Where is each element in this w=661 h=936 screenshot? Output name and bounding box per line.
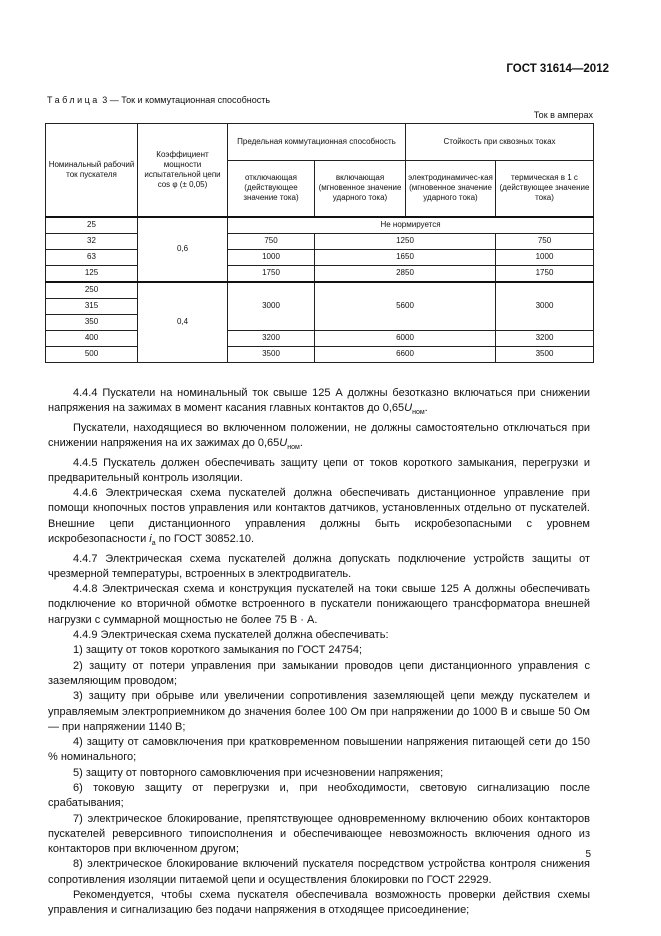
table-row (46, 217, 594, 234)
page-number: 5 (585, 849, 591, 860)
u-symbol: U (279, 437, 288, 450)
cell-current: 250 (46, 282, 138, 299)
caption-word: Таблица (47, 95, 100, 105)
cell-current: 400 (46, 330, 138, 346)
paragraph-text: Пускатели, находящиеся во включенном положении, не должны самостоятельно отключаться при снижении напряжения на их зажимах до 0,65 (48, 421, 590, 450)
header-make: включающая (мгновенное значение ударного тока) (315, 161, 406, 217)
cell-cos: 0,4 (138, 282, 228, 363)
cell-current: 315 (46, 298, 138, 314)
cell-make: 5600 (315, 282, 496, 331)
period: . (424, 402, 428, 415)
table-unit: Ток в амперах (533, 110, 593, 120)
cell-break: 1000 (228, 249, 315, 265)
paragraph-text: 4.4.6 Электрическая схема пускателей должна обеспечивать дистанционное управление при помощи кнопочных постов управления или контактов датчиков, установленных отдельно от пускателей. Внешние цепи дистанционного управления должны быть искробезопасными с уровнем искробезопасности (48, 487, 590, 546)
cell-therm: 1750 (496, 265, 594, 282)
cell-make: 6000 (315, 330, 496, 346)
table-row (46, 265, 594, 282)
header-cos: Коэффициент мощности испытательной цепи cos φ (± 0,05) (138, 124, 228, 217)
standard-header: ГОСТ 31614—2012 (506, 63, 609, 75)
paragraph: 4.4.9 Электрическая схема пускателей должна обеспечивать: (73, 629, 389, 642)
u-subscript: ном (287, 444, 300, 452)
header-therm: термическая в 1 с (действующее значение тока) (496, 161, 594, 217)
list-item: 4) защиту от самовключения при кратковременном повышении напряжения питающей сети до 150 % номинального; (48, 736, 590, 764)
list-item: 3) защиту при обрыве или увеличении сопротивления заземляющей цепи между пускателем и управляемым электроприемником до значения более 100 Ом при напряжении до 1000 В и свыше 50 Ом — при напряжении 1140 В; (48, 690, 590, 733)
table-row (46, 233, 594, 249)
list-item: 7) электрическое блокирование, препятствующее одновременному включению обоих контакторов пускателей реверсивного типоисполнения и обеспечивающее невозможность включения одного из контакторов при включенном другом; (48, 812, 590, 856)
paragraph (48, 386, 590, 421)
paragraph: Рекомендуется, чтобы схема пускателя обеспечивала возможность проверки действия схемы управления и сигнализацию без подачи напряжения в отходящее присоединение; (48, 889, 590, 917)
paragraph: 4.4.7 Электрическая схема пускателей должна допускать подключение устройств защиты от чрезмерной температуры, встроенных в электродвигатель. (48, 552, 590, 580)
cell-current: 25 (46, 217, 138, 234)
cell-make: 2850 (315, 265, 496, 282)
current-table (45, 123, 594, 363)
header-withstand: Стойкость при сквозных токах (406, 124, 594, 161)
cell-make: 1250 (315, 233, 496, 249)
cell-break: 750 (228, 233, 315, 249)
table-row (46, 346, 594, 362)
list-item: 6) токовую защиту от перегрузки и, при необходимости, световую сигнализацию после срабатывания; (48, 781, 590, 810)
table-row (46, 249, 594, 265)
paragraph (48, 486, 590, 551)
cell-make: 6600 (315, 346, 496, 362)
ia-symbol: i (149, 533, 152, 546)
cell-therm: 3500 (496, 346, 594, 362)
cell-therm: 1000 (496, 249, 594, 265)
u-symbol: U (404, 402, 413, 415)
list-item: 8) электрическое блокирование включений пускателя посредством устройства контроля снижения сопротивления изоляции питаемой цепи и осуществления блокировки по ГОСТ 22929. (48, 858, 590, 886)
list-item: 5) защиту от повторного самовключения при исчезновении напряжения; (73, 766, 444, 779)
header-current: Номинальный рабочий ток пускателя (46, 124, 138, 217)
cell-current: 32 (46, 233, 138, 249)
ia-subscript: a (151, 540, 156, 548)
cell-therm: 3200 (496, 330, 594, 346)
cell-break: 1750 (228, 265, 315, 282)
list-item: 2) защиту от потери управления при замыкании проводов цепи дистанционного управления с заземляющим проводом; (48, 659, 590, 687)
paragraph-text: по ГОСТ 30852.10. (155, 533, 255, 546)
cell-not-rated: Не нормируется (228, 217, 594, 234)
table-row (46, 282, 594, 299)
header-dyn: электродинамичес-кая (мгновенное значение ударного тока) (406, 161, 496, 217)
u-subscript: ном (412, 409, 425, 417)
cell-cos: 0,6 (138, 217, 228, 282)
period: . (299, 437, 303, 450)
cell-break: 3200 (228, 330, 315, 346)
paragraph: 4.4.5 Пускатель должен обеспечивать защиту цепи от токов короткого замыкания, перегрузки и предварительный контроль изоляции. (48, 456, 590, 484)
body-text (48, 386, 590, 919)
cell-current: 125 (46, 265, 138, 282)
header-limit: Предельная коммутационная способность (228, 124, 406, 161)
cell-make: 1650 (315, 249, 496, 265)
cell-break: 3000 (228, 282, 315, 331)
caption-text: 3 — Ток и коммутационная способность (99, 95, 271, 105)
cell-current: 350 (46, 314, 138, 330)
cell-therm: 750 (496, 233, 594, 249)
cell-break: 3500 (228, 346, 315, 362)
cell-therm: 3000 (496, 282, 594, 331)
paragraph-text: 4.4.4 Пускатели на номинальный ток свыше 125 А должны безотказно включаться при снижении напряжения на зажимах в момент касания главных контактов до 0,65 (48, 387, 590, 415)
paragraph (48, 421, 590, 456)
cell-current: 63 (46, 249, 138, 265)
table-caption (47, 95, 270, 105)
cell-current: 500 (46, 346, 138, 362)
list-item: 1) защиту от токов короткого замыкания по ГОСТ 24754; (73, 644, 363, 657)
table-row (46, 330, 594, 346)
header-break: отключающая (действующее значение тока) (228, 161, 315, 217)
paragraph: 4.4.8 Электрическая схема и конструкция пускателей на токи свыше 125 А должны обеспечивать подключение ко вторичной обмотке встроенного в пускатели понижающего трансформатора внешней нагрузки с суммарной мощностью не более 75 В · А. (48, 583, 590, 626)
